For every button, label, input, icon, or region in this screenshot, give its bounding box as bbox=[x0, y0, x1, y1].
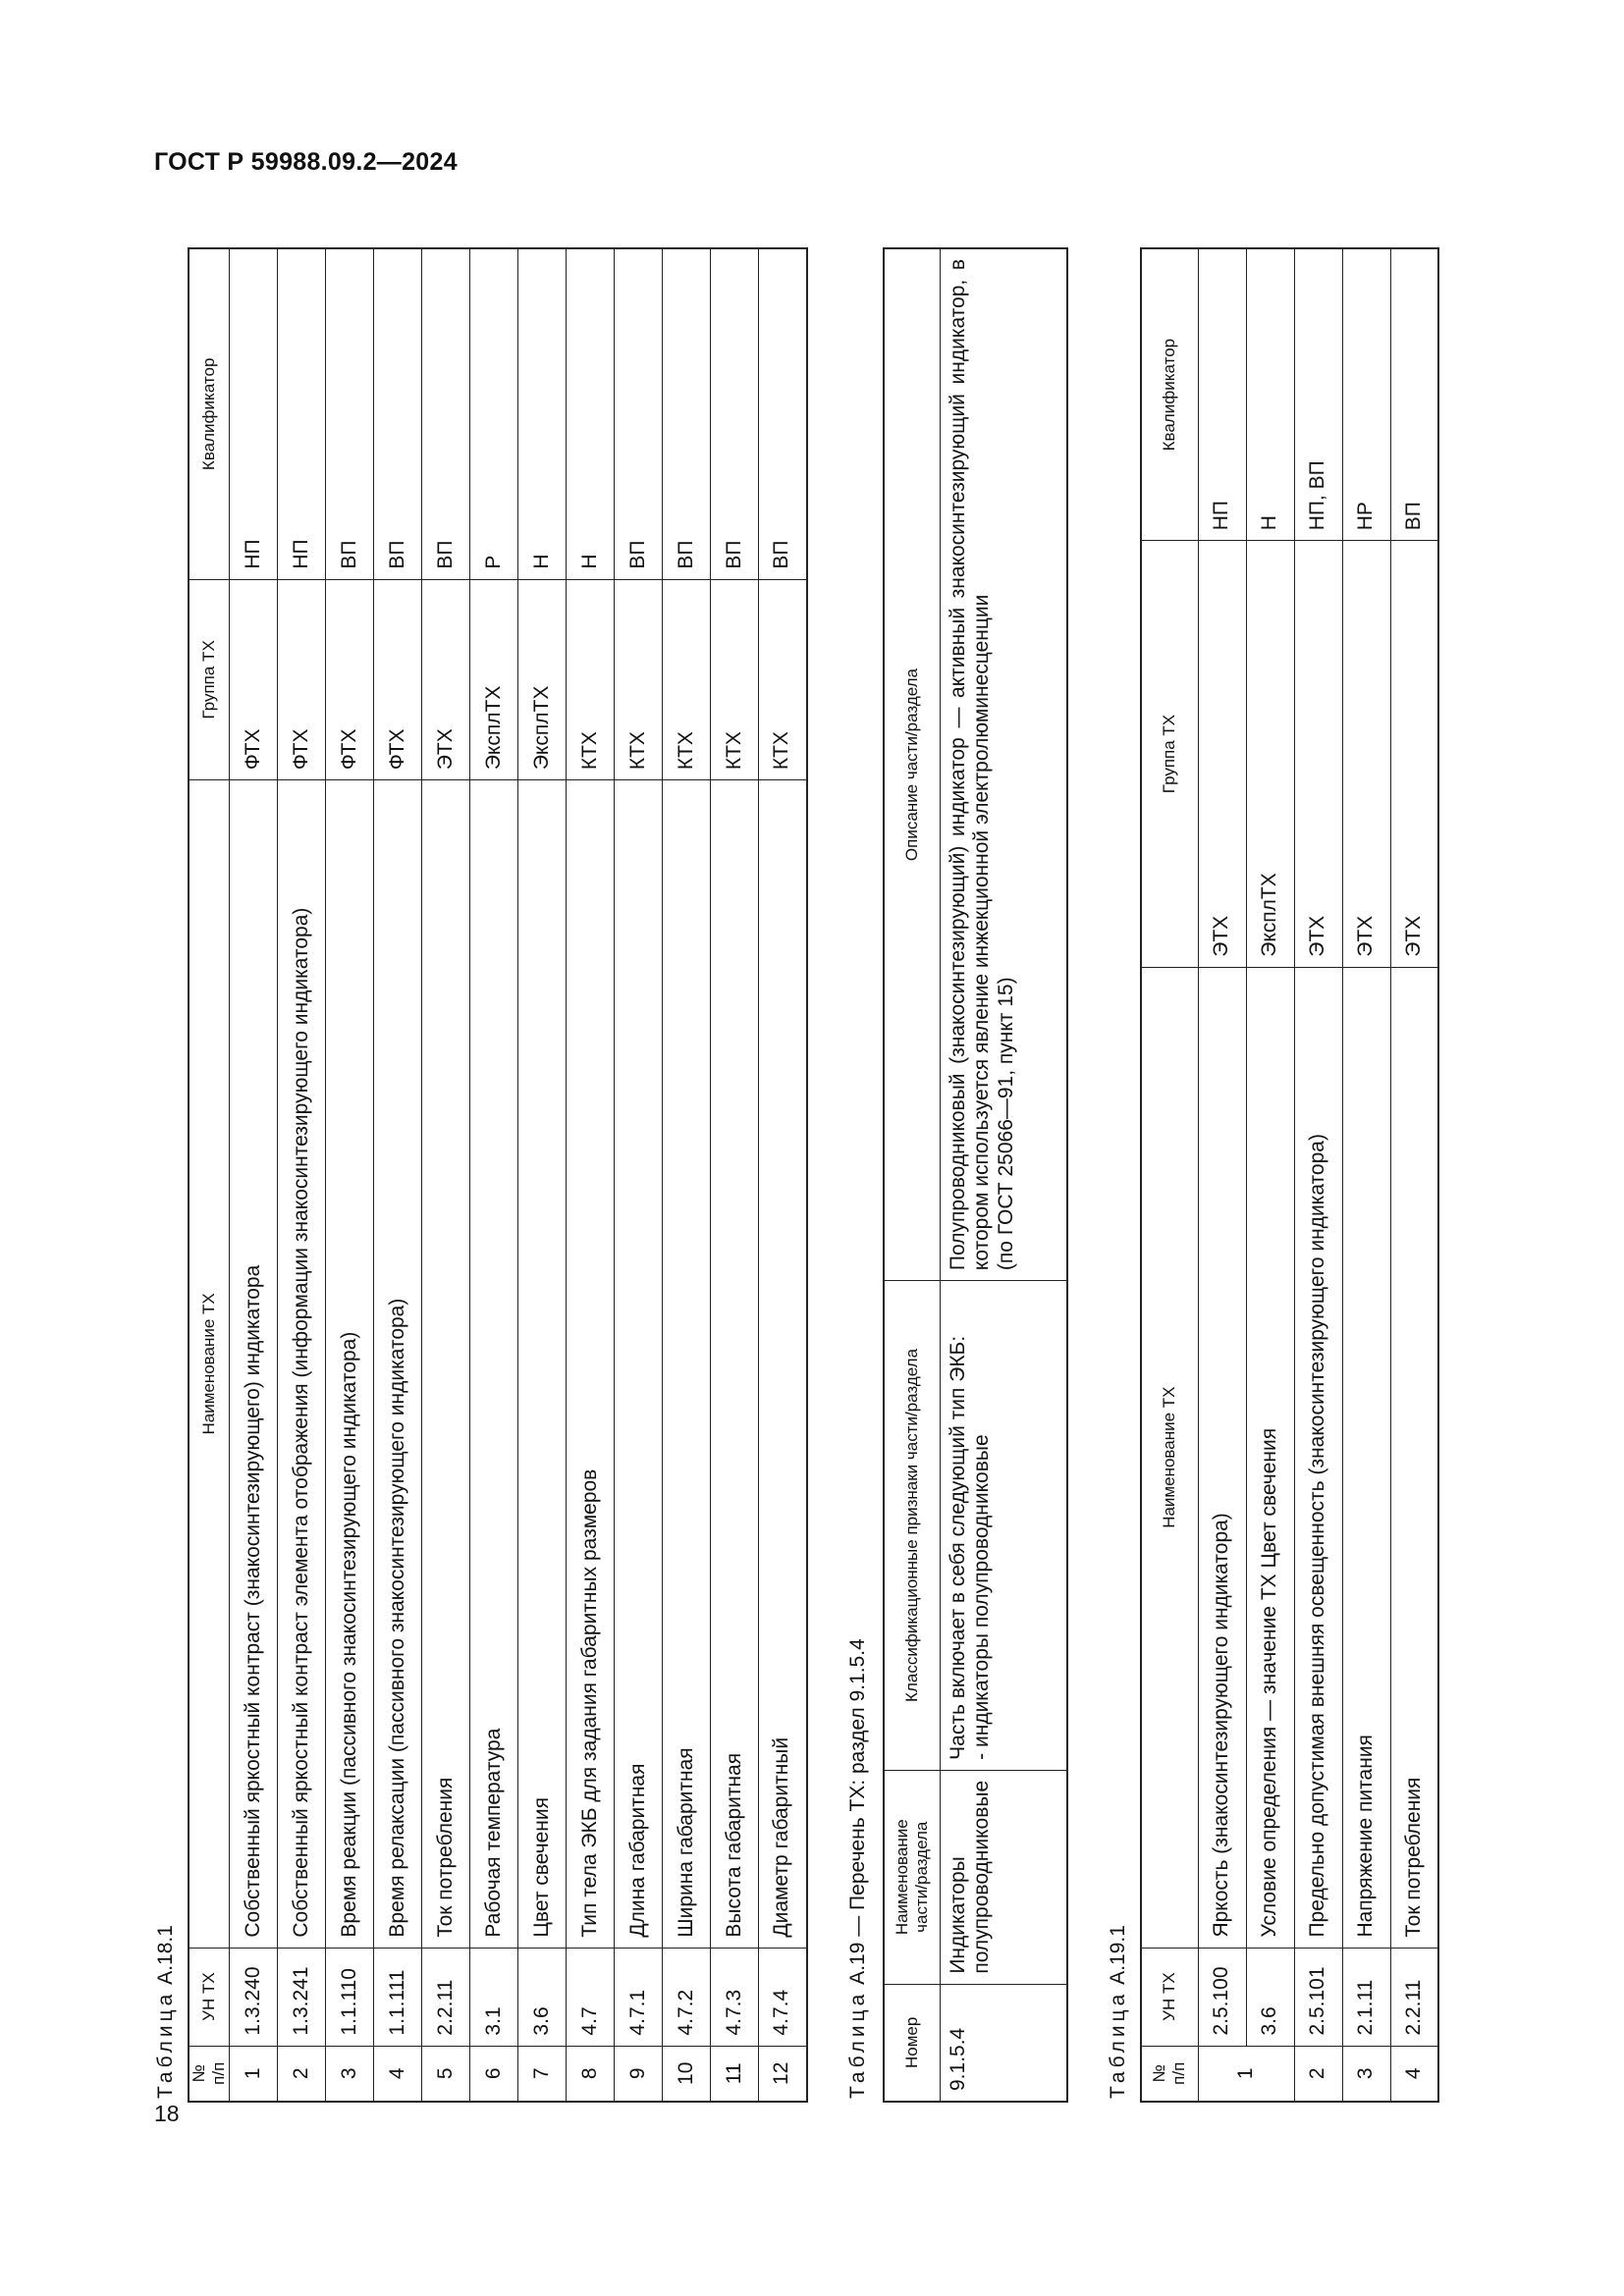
cell-group: КТХ bbox=[663, 579, 711, 780]
cell-name: Ток потребления bbox=[1390, 967, 1438, 1948]
features-line-1: Часть включает в себя следующий тип ЭКБ: bbox=[946, 1335, 969, 1760]
cell-group: КТХ bbox=[615, 579, 663, 780]
cell-name: Высота габаритная bbox=[711, 780, 759, 1948]
cell-qualifier: Р bbox=[470, 248, 518, 579]
col-header-group: Группа ТХ bbox=[189, 579, 230, 780]
cell-un: 3.6 bbox=[1246, 1948, 1294, 2046]
col-header-qualifier: Квалификатор bbox=[189, 248, 230, 579]
cell-qualifier: НР bbox=[1342, 248, 1390, 541]
cell-name: Ширина габаритная bbox=[663, 780, 711, 1948]
cell-num: 4 bbox=[374, 2046, 422, 2102]
table-row bbox=[1390, 248, 1438, 2102]
cell-group: ФТХ bbox=[278, 579, 326, 780]
table-row bbox=[326, 248, 374, 2102]
cell-group: ЭксплТХ bbox=[518, 579, 567, 780]
cell-qualifier: НП, ВП bbox=[1294, 248, 1342, 541]
table-row bbox=[567, 248, 615, 2102]
cell-un: 2.5.101 bbox=[1294, 1948, 1342, 2046]
rotated-content bbox=[144, 179, 1470, 2103]
cell-group: КТХ bbox=[711, 579, 759, 780]
cell-num: 1 bbox=[230, 2046, 278, 2102]
col-header-description: Описание части/раздела bbox=[884, 248, 940, 1281]
cell-name: Время реакции (пассивного знакосинтезирующего индикатора) bbox=[326, 780, 374, 1948]
cell-name: Цвет свечения bbox=[518, 780, 567, 1948]
cell-group: ЭТХ bbox=[1198, 541, 1246, 967]
table-a19-caption: Таблица А.19 — Перечень ТХ: раздел 9.1.5.4 bbox=[846, 1638, 869, 2099]
col-header-num: № п/п bbox=[1141, 2046, 1198, 2102]
cell-num: 2 bbox=[278, 2046, 326, 2102]
cell-num: 3 bbox=[1342, 2046, 1390, 2102]
cell-un: 4.7.1 bbox=[615, 1948, 663, 2046]
cell-qualifier: Н bbox=[567, 248, 615, 579]
cell-un: 4.7 bbox=[567, 1948, 615, 2046]
col-header-qualifier: Квалификатор bbox=[1141, 248, 1198, 541]
table-a19 bbox=[883, 247, 1068, 2103]
table-row bbox=[230, 248, 278, 2102]
cell-group: ЭТХ bbox=[422, 579, 470, 780]
features-line-2: - индикаторы полупроводниковые bbox=[970, 1434, 994, 1760]
cell-name: Тип тела ЭКБ для задания габаритных размеров bbox=[567, 780, 615, 1948]
cell-num: 2 bbox=[1294, 2046, 1342, 2102]
cell-name: Длина габаритная bbox=[615, 780, 663, 1948]
cell-qualifier: ВП bbox=[759, 248, 807, 579]
cell-num: 12 bbox=[759, 2046, 807, 2102]
cell-name: Напряжение питания bbox=[1342, 967, 1390, 1948]
cell-num: 10 bbox=[663, 2046, 711, 2102]
cell-qualifier: НП bbox=[1198, 248, 1246, 541]
col-header-features: Классификационные признаки части/раздела bbox=[884, 1281, 940, 1771]
cell-un: 2.2.11 bbox=[1390, 1948, 1438, 2046]
cell-group: ЭТХ bbox=[1390, 541, 1438, 967]
cell-qualifier: ВП bbox=[326, 248, 374, 579]
cell-name: Собственный яркостный контраст элемента отображения (информации знакосинтезирующего индикатора) bbox=[278, 780, 326, 1948]
cell-qualifier: ВП bbox=[374, 248, 422, 579]
cell-un: 3.6 bbox=[518, 1948, 567, 2046]
table-row bbox=[1294, 248, 1342, 2102]
cell-un: 2.2.11 bbox=[422, 1948, 470, 2046]
document-header: ГОСТ Р 59988.09.2—2024 bbox=[154, 148, 458, 176]
table-row bbox=[470, 248, 518, 2102]
col-header-num: № п/п bbox=[189, 2046, 230, 2102]
cell-num: 7 bbox=[518, 2046, 567, 2102]
cell-num: 9 bbox=[615, 2046, 663, 2102]
cell-name: Условие определения — значение ТХ Цвет свечения bbox=[1246, 967, 1294, 1948]
col-header-number: Номер bbox=[884, 1984, 940, 2102]
cell-qualifier: ВП bbox=[663, 248, 711, 579]
table-row bbox=[518, 248, 567, 2102]
cell-qualifier: ВП bbox=[1390, 248, 1438, 541]
col-header-un: УН ТХ bbox=[189, 1948, 230, 2046]
cell-part-name: Индикаторы полупроводниковые bbox=[940, 1770, 1067, 1984]
cell-features bbox=[940, 1281, 1067, 1771]
cell-number: 9.1.5.4 bbox=[940, 1984, 1067, 2102]
cell-un: 2.5.100 bbox=[1198, 1948, 1246, 2046]
cell-num: 4 bbox=[1390, 2046, 1438, 2102]
table-row bbox=[759, 248, 807, 2102]
col-header-part-name: Наименование части/раздела bbox=[884, 1770, 940, 1984]
cell-num: 8 bbox=[567, 2046, 615, 2102]
cell-qualifier: ВП bbox=[422, 248, 470, 579]
table-row bbox=[278, 248, 326, 2102]
cell-qualifier: ВП bbox=[615, 248, 663, 579]
table-header-row bbox=[884, 248, 940, 2102]
cell-num: 5 bbox=[422, 2046, 470, 2102]
cell-name: Яркость (знакосинтезирующего индикатора) bbox=[1198, 967, 1246, 1948]
cell-group: ФТХ bbox=[230, 579, 278, 780]
table-a18-1-caption: Таблица А.18.1 bbox=[154, 1925, 177, 2099]
cell-group: ЭксплТХ bbox=[470, 579, 518, 780]
page-number: 18 bbox=[154, 2101, 180, 2126]
table-row bbox=[1198, 248, 1246, 2102]
cell-qualifier: Н bbox=[518, 248, 567, 579]
col-header-un: УН ТХ bbox=[1141, 1948, 1198, 2046]
col-header-group: Группа ТХ bbox=[1141, 541, 1198, 967]
cell-group: КТХ bbox=[759, 579, 807, 780]
cell-un: 2.1.11 bbox=[1342, 1948, 1390, 2046]
cell-un: 4.7.2 bbox=[663, 1948, 711, 2046]
table-row bbox=[711, 248, 759, 2102]
col-header-name: Наименование ТХ bbox=[1141, 967, 1198, 1948]
cell-un: 4.7.3 bbox=[711, 1948, 759, 2046]
cell-num: 3 bbox=[326, 2046, 374, 2102]
cell-name: Диаметр габаритный bbox=[759, 780, 807, 1948]
cell-qualifier: НП bbox=[278, 248, 326, 579]
cell-name: Предельно допустимая внешняя освещенность (знакосинтезирующего индикатора) bbox=[1294, 967, 1342, 1948]
cell-un: 1.3.241 bbox=[278, 1948, 326, 2046]
description-text: Полупроводниковый (знакосинтезирующий) индикатор — активный знакосинтезирующий индикатор, в котором используется явление инжекционной электролюминесценции bbox=[946, 259, 994, 1271]
cell-num: 11 bbox=[711, 2046, 759, 2102]
table-row bbox=[422, 248, 470, 2102]
cell-name: Ток потребления bbox=[422, 780, 470, 1948]
cell-num: 1 bbox=[1198, 2046, 1294, 2102]
cell-group: ФТХ bbox=[374, 579, 422, 780]
table-row bbox=[374, 248, 422, 2102]
cell-un: 1.1.110 bbox=[326, 1948, 374, 2046]
cell-un: 3.1 bbox=[470, 1948, 518, 2046]
cell-name: Собственный яркостный контраст (знакосинтезирующего) индикатора bbox=[230, 780, 278, 1948]
table-a18-1 bbox=[188, 247, 808, 2103]
table-header-row bbox=[1141, 248, 1198, 2102]
cell-name: Время релаксации (пассивного знакосинтезирующего индикатора) bbox=[374, 780, 422, 1948]
description-reference: (по ГОСТ 25066—91, пункт 15) bbox=[995, 977, 1018, 1271]
cell-un: 4.7.4 bbox=[759, 1948, 807, 2046]
cell-name: Рабочая температура bbox=[470, 780, 518, 1948]
table-a19-1 bbox=[1140, 247, 1439, 2103]
table-a19-1-caption: Таблица А.19.1 bbox=[1107, 1925, 1129, 2099]
cell-description bbox=[940, 248, 1067, 1281]
table-row bbox=[940, 248, 1067, 2102]
cell-group: КТХ bbox=[567, 579, 615, 780]
cell-un: 1.3.240 bbox=[230, 1948, 278, 2046]
table-row bbox=[1246, 248, 1294, 2102]
table-row bbox=[1342, 248, 1390, 2102]
cell-un: 1.1.111 bbox=[374, 1948, 422, 2046]
cell-qualifier: ВП bbox=[711, 248, 759, 579]
cell-qualifier: Н bbox=[1246, 248, 1294, 541]
cell-group: ФТХ bbox=[326, 579, 374, 780]
cell-num: 6 bbox=[470, 2046, 518, 2102]
cell-group: ЭксплТХ bbox=[1246, 541, 1294, 967]
cell-qualifier: НП bbox=[230, 248, 278, 579]
cell-group: ЭТХ bbox=[1294, 541, 1342, 967]
table-header-row bbox=[189, 248, 230, 2102]
table-row bbox=[615, 248, 663, 2102]
cell-group: ЭТХ bbox=[1342, 541, 1390, 967]
col-header-name: Наименование ТХ bbox=[189, 780, 230, 1948]
table-row bbox=[663, 248, 711, 2102]
